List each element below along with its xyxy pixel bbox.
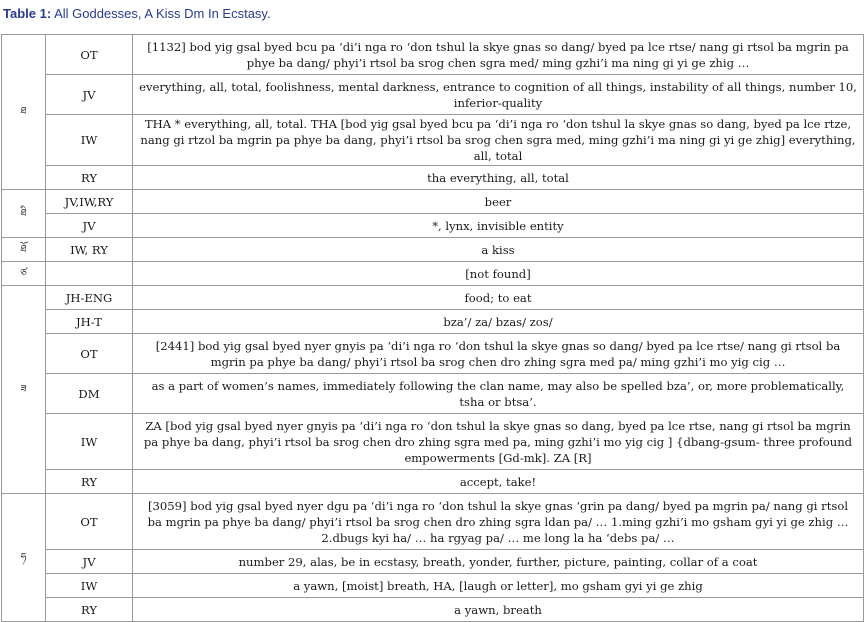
tibetan-letter-cell: ཐ xyxy=(2,35,46,190)
table-row xyxy=(2,494,864,550)
table-row xyxy=(2,75,864,115)
source-key-cell: RY xyxy=(46,470,133,494)
tibetan-letter-cell: ཙ xyxy=(2,262,46,286)
definition-cell: tha everything, all, total xyxy=(133,166,864,190)
source-key-cell xyxy=(46,262,133,286)
source-key-cell: JH-ENG xyxy=(46,286,133,310)
source-key-cell: JV xyxy=(46,214,133,238)
definition-cell: [not found] xyxy=(133,262,864,286)
source-key-cell: RY xyxy=(46,598,133,622)
source-key-cell: OT xyxy=(46,334,133,374)
definition-cell: number 29, alas, be in ecstasy, breath, yonder, further, picture, painting, collar of a coat xyxy=(133,550,864,574)
definition-cell: a kiss xyxy=(133,238,864,262)
table-row xyxy=(2,550,864,574)
source-key-cell: IW, RY xyxy=(46,238,133,262)
source-key-cell: IW xyxy=(46,414,133,470)
source-key-cell: DM xyxy=(46,374,133,414)
source-key-cell: IW xyxy=(46,115,133,166)
table-row xyxy=(2,115,864,166)
definition-cell: accept, take! xyxy=(133,470,864,494)
table-row xyxy=(2,414,864,470)
table-row xyxy=(2,334,864,374)
table-row xyxy=(2,310,864,334)
source-key-cell: JV xyxy=(46,75,133,115)
table-row xyxy=(2,166,864,190)
table-row xyxy=(2,470,864,494)
table-row xyxy=(2,238,864,262)
tibetan-letter-cell: ཟ xyxy=(2,286,46,494)
tibetan-letter-cell: ཐི xyxy=(2,190,46,238)
definition-cell: THA * everything, all, total. THA [bod yig gsal byed bcu pa ‘di’i nga ro ‘don tshul la skye gnas so dang, byed pa lce rtze, nang gi rtzol ba mgrin pa phye ba dang, phyi’i rtsol ba srog chen sgra med, ming gzhi’i ma ning gi yi ge zhig] everything, all, total xyxy=(133,115,864,166)
definition-cell: as a part of women’s names, immediately following the clan name, may also be spelled bza’, or, more problematically, tsha or btsa’. xyxy=(133,374,864,414)
table-caption-label: Table 1: xyxy=(3,6,52,21)
definition-cell: [2441] bod yig gsal byed nyer gnyis pa ‘di’i nga ro ‘don tshul la skye gnas so dang/ byed pa lce rtse/ nang gi rtsol ba mgrin pa phye ba dang/ phyi’i rtsol ba srog chen dro zhing sgra med pa/ ming gzhi’i mo yig cig … xyxy=(133,334,864,374)
table-row xyxy=(2,374,864,414)
table-row xyxy=(2,598,864,622)
source-key-cell: JV,IW,RY xyxy=(46,190,133,214)
definition-cell: [3059] bod yig gsal byed nyer dgu pa ‘di’i nga ro ‘don tshul la skye gnas ‘grin pa dang/ byed pa mgrin pa/ nang gi rtsol ba mgrin pa phye ba dang/ phyi’i rtsol ba srog chen dro zhing sgra ldan pa/ … 1.ming gzhi’i mo gsham gyi yi ge zhig … 2.dbugs kyi ha/ … ha rgyag pa/ … me long la ha ‘debs pa/ … xyxy=(133,494,864,550)
source-key-cell: RY xyxy=(46,166,133,190)
source-key-cell: OT xyxy=(46,35,133,75)
definition-cell: a yawn, [moist] breath, HA, [laugh or letter], mo gsham gyi yi ge zhig xyxy=(133,574,864,598)
definition-cell: a yawn, breath xyxy=(133,598,864,622)
definition-cell: beer xyxy=(133,190,864,214)
table-row xyxy=(2,190,864,214)
table-row xyxy=(2,574,864,598)
definition-cell: food; to eat xyxy=(133,286,864,310)
source-key-cell: OT xyxy=(46,494,133,550)
dictionary-table xyxy=(1,34,864,622)
tibetan-letter-cell: ཧ xyxy=(2,494,46,622)
table-row xyxy=(2,286,864,310)
definition-cell: everything, all, total, foolishness, mental darkness, entrance to cognition of all things, instability of all things, number 10, inferior-quality xyxy=(133,75,864,115)
source-key-cell: JH-T xyxy=(46,310,133,334)
definition-cell: [1132] bod yig gsal byed bcu pa ‘di’i nga ro ‘don tshul la skye gnas so dang/ byed pa lce rtse/ nang gi rtsol ba mgrin pa phye ba dang/ phyi’i rtsol ba srog chen sgra med/ ming gzhi’i ma ning gi yi ge zhig … xyxy=(133,35,864,75)
source-key-cell: IW xyxy=(46,574,133,598)
table-row xyxy=(2,35,864,75)
definition-cell: ZA [bod yig gsal byed nyer gnyis pa ‘di’i nga ro ‘don tshul la skye gnas so dang, byed pa lce rtse, nang gi rtsol ba mgrin pa phye ba dang, phyi’i rtsol ba srog chen dro zhing sgra med pa, ming gzhi’i mo yig cig ] {dbang-gsum- three profound empowerments [Gd-mk]. ZA [R] xyxy=(133,414,864,470)
definition-cell: *, lynx, invisible entity xyxy=(133,214,864,238)
table-row xyxy=(2,262,864,286)
table-caption xyxy=(3,6,271,21)
table-row xyxy=(2,214,864,238)
source-key-cell: JV xyxy=(46,550,133,574)
definition-cell: bza’/ za/ bzas/ zos/ xyxy=(133,310,864,334)
table-caption-text: All Goddesses, A Kiss Dm In Ecstasy. xyxy=(51,6,271,21)
tibetan-letter-cell: ཐོ xyxy=(2,238,46,262)
